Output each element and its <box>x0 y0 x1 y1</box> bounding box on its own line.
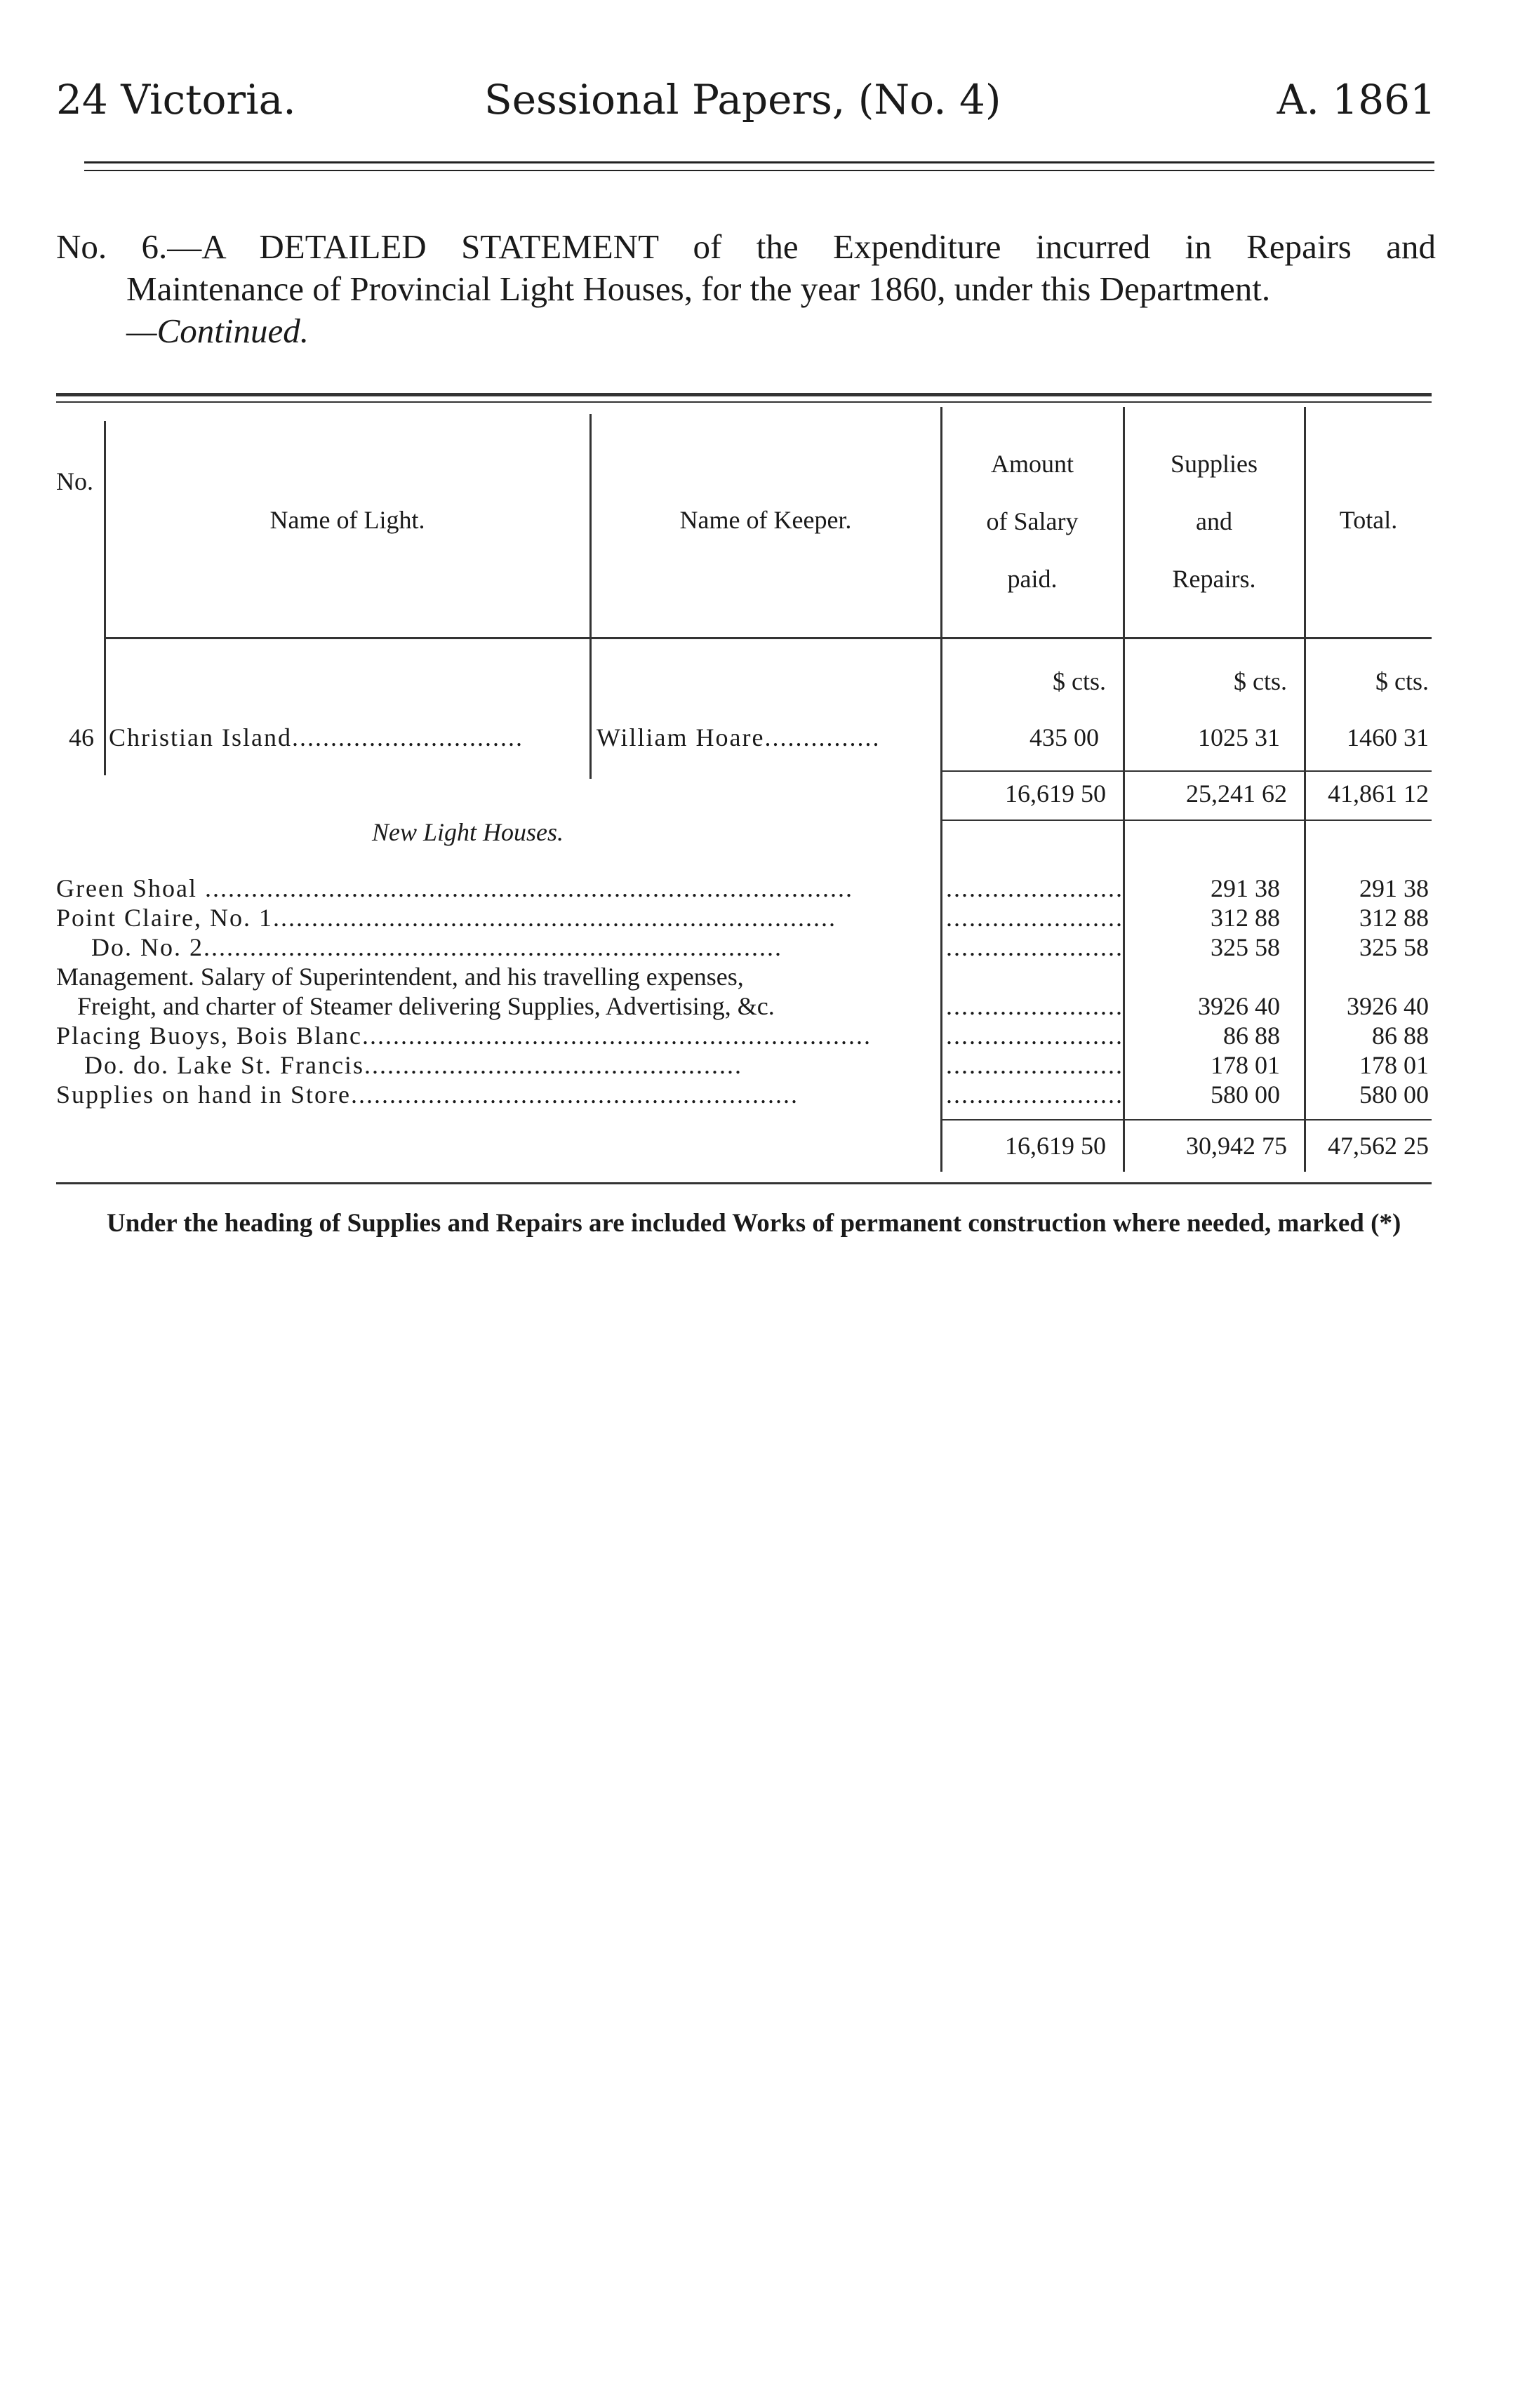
col-header-keeper: Name of Keeper. <box>679 506 852 534</box>
row-total: 291 38 <box>1359 874 1429 902</box>
col-header-no: No. <box>56 467 93 495</box>
subtotal-rule <box>942 770 1432 772</box>
header-bottom-rule <box>105 637 1432 639</box>
col-header-total: Total. <box>1339 506 1398 534</box>
col-divider-no <box>104 421 106 775</box>
list-item: Green Shoal .................................................................................... <box>56 874 853 902</box>
statement-title <box>56 226 1436 352</box>
total-rule <box>942 1119 1432 1121</box>
title-line-3: —Continued. <box>126 312 309 350</box>
header-rule-bottom <box>84 170 1434 171</box>
total-supplies: 30,942 75 <box>1186 1132 1287 1160</box>
title-line-1: No. 6.—A DETAILED STATEMENT of the Expenditure incurred in Repairs and <box>56 227 1436 266</box>
row-supplies: 291 38 <box>1211 874 1280 902</box>
total-total: 47,562 25 <box>1328 1132 1429 1160</box>
header-papers: Sessional Papers, (No. 4) <box>484 76 1001 123</box>
title-line-2: Maintenance of Provincial Light Houses, for the year 1860, under this Department. <box>126 269 1271 308</box>
unit-salary: $ cts. <box>1053 667 1106 695</box>
list-item: Point Claire, No. 1......................................................................... <box>56 904 837 932</box>
header-year: A. 1861 <box>1277 76 1436 123</box>
subtotal-supplies: 25,241 62 <box>1186 780 1287 808</box>
list-item: Freight, and charter of Steamer delivering Supplies, Advertising, &c. <box>77 992 775 1020</box>
row-supplies: 325 58 <box>1211 933 1280 961</box>
row-total: 3926 40 <box>1347 992 1429 1020</box>
salary-leaders: ....................... ....................... ....................... ....................... ....................... ....................... ....................... <box>946 874 1124 1109</box>
row-total: 312 88 <box>1359 904 1429 932</box>
total-salary: 16,619 50 <box>1005 1132 1106 1160</box>
row-salary: 435 00 <box>1029 723 1099 751</box>
section-heading: New Light Houses. <box>372 818 564 846</box>
col-header-light: Name of Light. <box>269 506 425 534</box>
row-supplies: 312 88 <box>1211 904 1280 932</box>
row-supplies: 580 00 <box>1211 1081 1280 1109</box>
running-header <box>56 76 1436 132</box>
subtotal-total: 41,861 12 <box>1328 780 1429 808</box>
row-keeper: William Hoare............... <box>596 723 881 751</box>
row-supplies: 3926 40 <box>1198 992 1280 1020</box>
row-light: Christian Island.............................. <box>109 723 524 751</box>
row-supplies: 86 88 <box>1223 1022 1280 1050</box>
row-no: 46 <box>69 723 94 751</box>
row-total: 325 58 <box>1359 933 1429 961</box>
col-header-supplies: Supplies and Repairs. <box>1170 450 1258 593</box>
row-supplies: 178 01 <box>1211 1051 1280 1079</box>
col-divider-light <box>589 414 592 779</box>
table-top-rule-thin <box>56 401 1432 403</box>
header-rule-top <box>84 161 1434 163</box>
list-item: Management. Salary of Superintendent, and his travelling expenses, <box>56 963 744 991</box>
unit-supplies: $ cts. <box>1234 667 1287 695</box>
row-supplies: 1025 31 <box>1198 723 1280 751</box>
list-item: Placing Buoys, Bois Blanc.................................................................. <box>56 1022 872 1050</box>
col-header-salary: Amount of Salary paid. <box>986 450 1079 593</box>
table-bottom-rule <box>56 1182 1432 1184</box>
header-session: 24 Victoria. <box>56 76 296 123</box>
row-total: 580 00 <box>1359 1081 1429 1109</box>
subtotal-rule-lower <box>942 820 1432 821</box>
footnote: Under the heading of Supplies and Repairs are included Works of permanent construction where needed, marked (*) <box>107 1209 1401 1238</box>
row-total: 86 88 <box>1372 1022 1429 1050</box>
list-item: Do. do. Lake St. Francis................................................. <box>84 1051 742 1079</box>
unit-total: $ cts. <box>1375 667 1429 695</box>
table-top-rule <box>56 393 1432 396</box>
row-total: 178 01 <box>1359 1051 1429 1079</box>
subtotal-salary: 16,619 50 <box>1005 780 1106 808</box>
row-total: 1460 31 <box>1347 723 1429 751</box>
list-item: Do. No. 2........................................................................... <box>91 933 782 961</box>
list-item: Supplies on hand in Store.......................................................... <box>56 1081 799 1109</box>
